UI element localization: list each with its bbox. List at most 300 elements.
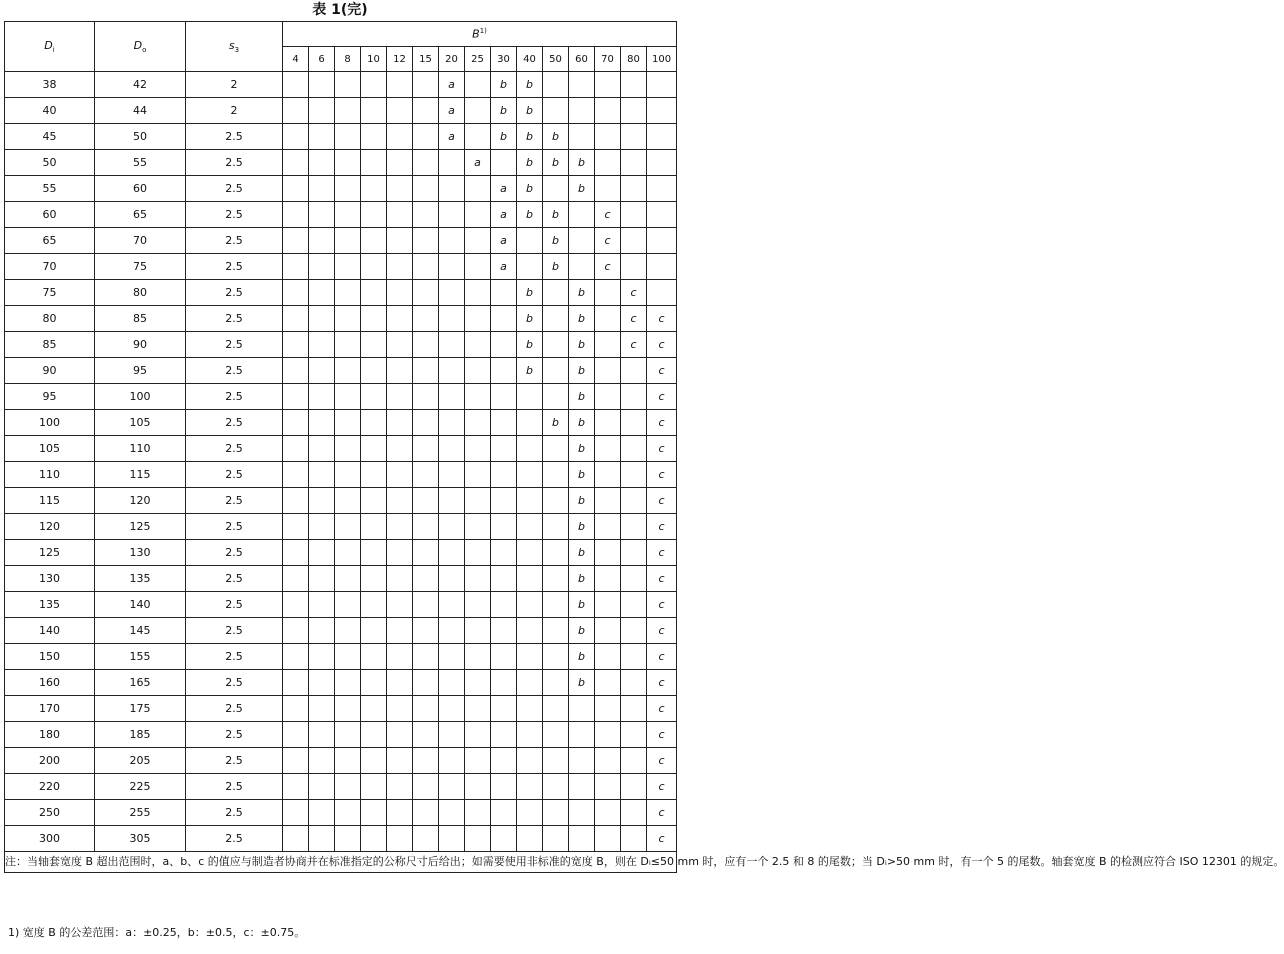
tolerance-cell (335, 384, 361, 410)
tolerance-cell (465, 332, 491, 358)
cell-do: 115 (95, 462, 186, 488)
tolerance-cell (569, 774, 595, 800)
tolerance-cell (465, 618, 491, 644)
tolerance-cell: c (595, 228, 621, 254)
cell-s3: 2 (186, 98, 283, 124)
tolerance-cell: b (569, 462, 595, 488)
tolerance-cell (387, 540, 413, 566)
tolerance-cell (569, 748, 595, 774)
tolerance-cell (387, 748, 413, 774)
tolerance-cell (335, 436, 361, 462)
tolerance-cell (309, 644, 335, 670)
table-row (5, 774, 677, 800)
tolerance-cell (465, 462, 491, 488)
cell-di: 45 (5, 124, 95, 150)
tolerance-cell (595, 618, 621, 644)
tolerance-cell (361, 644, 387, 670)
tolerance-cell: b (569, 280, 595, 306)
tolerance-cell (413, 202, 439, 228)
tolerance-cell (595, 410, 621, 436)
tolerance-cell (361, 332, 387, 358)
tolerance-cell: b (491, 72, 517, 98)
tolerance-cell (621, 540, 647, 566)
table-row (5, 150, 677, 176)
tolerance-cell (309, 436, 335, 462)
tolerance-cell (335, 826, 361, 852)
tolerance-cell: b (517, 202, 543, 228)
tolerance-cell: b (543, 202, 569, 228)
tolerance-cell (283, 228, 309, 254)
tolerance-cell (361, 670, 387, 696)
tolerance-cell (335, 306, 361, 332)
tolerance-cell (621, 592, 647, 618)
tolerance-cell (439, 384, 465, 410)
tolerance-cell (361, 696, 387, 722)
tolerance-cell (387, 774, 413, 800)
tolerance-cell (465, 514, 491, 540)
cell-di: 38 (5, 72, 95, 98)
tolerance-cell (309, 514, 335, 540)
tolerance-cell (335, 72, 361, 98)
tolerance-cell (569, 254, 595, 280)
tolerance-cell (439, 150, 465, 176)
tolerance-cell (569, 228, 595, 254)
tolerance-cell (309, 618, 335, 644)
cell-do: 255 (95, 800, 186, 826)
tolerance-cell (439, 436, 465, 462)
tolerance-cell (621, 436, 647, 462)
tolerance-cell (569, 722, 595, 748)
tolerance-cell (647, 254, 677, 280)
tolerance-cell (439, 280, 465, 306)
tolerance-cell (465, 124, 491, 150)
tolerance-cell (413, 410, 439, 436)
tolerance-cell (647, 228, 677, 254)
tolerance-cell (595, 462, 621, 488)
tolerance-cell: a (491, 228, 517, 254)
tolerance-cell (387, 358, 413, 384)
cell-di: 160 (5, 670, 95, 696)
tolerance-cell (335, 280, 361, 306)
tolerance-cell (569, 98, 595, 124)
tolerance-cell: b (569, 514, 595, 540)
tolerance-cell (335, 618, 361, 644)
tolerance-cell (309, 98, 335, 124)
tolerance-cell: b (569, 436, 595, 462)
width-header-cell: 10 (361, 47, 387, 72)
tolerance-cell (569, 72, 595, 98)
tolerance-cell (543, 332, 569, 358)
table-row (5, 826, 677, 852)
tolerance-cell (543, 826, 569, 852)
cell-do: 135 (95, 566, 186, 592)
tolerance-cell (361, 98, 387, 124)
table-row (5, 514, 677, 540)
tolerance-cell (283, 722, 309, 748)
tolerance-cell (517, 488, 543, 514)
tolerance-cell (439, 774, 465, 800)
table-row (5, 670, 677, 696)
tolerance-cell (413, 670, 439, 696)
tolerance-cell: b (517, 98, 543, 124)
tolerance-cell (283, 72, 309, 98)
cell-s3: 2.5 (186, 670, 283, 696)
tolerance-cell (595, 566, 621, 592)
cell-s3: 2.5 (186, 722, 283, 748)
tolerance-cell (309, 696, 335, 722)
tolerance-cell (309, 228, 335, 254)
cell-do: 100 (95, 384, 186, 410)
header-width-b: $B^{1)}$ (283, 22, 677, 47)
tolerance-cell (465, 254, 491, 280)
table-row (5, 436, 677, 462)
tolerance-cell (439, 696, 465, 722)
tolerance-cell (387, 332, 413, 358)
tolerance-cell (387, 800, 413, 826)
tolerance-cell (491, 748, 517, 774)
tolerance-cell (361, 254, 387, 280)
tolerance-cell: c (647, 462, 677, 488)
tolerance-cell (569, 826, 595, 852)
tolerance-cell (361, 72, 387, 98)
header-s3: $s_3$ (186, 22, 283, 72)
tolerance-cell (283, 410, 309, 436)
tolerance-cell: b (569, 540, 595, 566)
tolerance-cell (387, 696, 413, 722)
tolerance-cell (309, 280, 335, 306)
tolerance-cell: b (569, 618, 595, 644)
cell-do: 80 (95, 280, 186, 306)
tolerance-cell (621, 488, 647, 514)
tolerance-cell (335, 410, 361, 436)
table-row (5, 410, 677, 436)
cell-do: 165 (95, 670, 186, 696)
cell-s3: 2.5 (186, 800, 283, 826)
tolerance-cell (465, 280, 491, 306)
tolerance-cell (621, 566, 647, 592)
tolerance-cell (387, 228, 413, 254)
tolerance-cell (283, 254, 309, 280)
cell-di: 200 (5, 748, 95, 774)
tolerance-cell (309, 410, 335, 436)
tolerance-cell: c (647, 748, 677, 774)
tolerance-cell (621, 696, 647, 722)
tolerance-cell (465, 670, 491, 696)
tolerance-cell (621, 98, 647, 124)
tolerance-cell (335, 228, 361, 254)
footnote: 1) 宽度 B 的公差范围：a：±0.25，b：±0.5，c：±0.75。 (8, 926, 306, 939)
tolerance-cell: b (517, 332, 543, 358)
tolerance-cell (621, 826, 647, 852)
tolerance-cell (283, 826, 309, 852)
tolerance-cell (413, 644, 439, 670)
tolerance-cell (465, 722, 491, 748)
tolerance-cell (595, 748, 621, 774)
tolerance-cell (491, 514, 517, 540)
tolerance-cell (413, 618, 439, 644)
tolerance-cell (621, 150, 647, 176)
table-row (5, 202, 677, 228)
cell-s3: 2.5 (186, 306, 283, 332)
tolerance-cell (413, 72, 439, 98)
cell-di: 150 (5, 644, 95, 670)
cell-s3: 2.5 (186, 150, 283, 176)
cell-do: 130 (95, 540, 186, 566)
tolerance-cell (335, 358, 361, 384)
tolerance-cell (465, 592, 491, 618)
tolerance-cell (335, 150, 361, 176)
cell-do: 120 (95, 488, 186, 514)
tolerance-cell: b (517, 150, 543, 176)
tolerance-cell: c (647, 670, 677, 696)
tolerance-cell (621, 202, 647, 228)
tolerance-cell: c (647, 592, 677, 618)
tolerance-cell (413, 358, 439, 384)
tolerance-cell (543, 358, 569, 384)
tolerance-cell: c (647, 774, 677, 800)
tolerance-cell (413, 176, 439, 202)
tolerance-cell (465, 644, 491, 670)
tolerance-cell (595, 176, 621, 202)
cell-di: 105 (5, 436, 95, 462)
tolerance-cell (439, 462, 465, 488)
tolerance-cell (387, 670, 413, 696)
tolerance-cell (361, 410, 387, 436)
cell-s3: 2.5 (186, 358, 283, 384)
tolerance-cell (413, 592, 439, 618)
tolerance-cell (413, 228, 439, 254)
tolerance-cell: b (569, 644, 595, 670)
tolerance-cell: b (491, 124, 517, 150)
tolerance-cell (361, 124, 387, 150)
cell-di: 110 (5, 462, 95, 488)
tolerance-cell (387, 618, 413, 644)
tolerance-cell (283, 202, 309, 228)
tolerance-cell (387, 436, 413, 462)
tolerance-cell: c (647, 566, 677, 592)
tolerance-cell (283, 358, 309, 384)
tolerance-cell (361, 228, 387, 254)
tolerance-cell (413, 488, 439, 514)
cell-s3: 2.5 (186, 384, 283, 410)
table-row (5, 228, 677, 254)
table-body (5, 72, 677, 852)
tolerance-cell (361, 176, 387, 202)
tolerance-cell (595, 124, 621, 150)
table-row (5, 566, 677, 592)
tolerance-cell (309, 826, 335, 852)
tolerance-cell (543, 98, 569, 124)
tolerance-cell (439, 644, 465, 670)
cell-do: 155 (95, 644, 186, 670)
tolerance-cell (413, 540, 439, 566)
tolerance-cell (595, 150, 621, 176)
tolerance-cell (569, 202, 595, 228)
tolerance-cell (439, 332, 465, 358)
tolerance-cell (595, 332, 621, 358)
tolerance-cell (439, 306, 465, 332)
cell-do: 175 (95, 696, 186, 722)
tolerance-cell (361, 384, 387, 410)
tolerance-cell (361, 748, 387, 774)
table-row (5, 696, 677, 722)
tolerance-cell (543, 670, 569, 696)
tolerance-cell (647, 202, 677, 228)
tolerance-cell (465, 488, 491, 514)
tolerance-cell (465, 774, 491, 800)
tolerance-cell (361, 514, 387, 540)
tolerance-cell (335, 332, 361, 358)
tolerance-cell (439, 722, 465, 748)
tolerance-cell (335, 202, 361, 228)
tolerance-cell (543, 306, 569, 332)
tolerance-cell (621, 254, 647, 280)
cell-s3: 2.5 (186, 436, 283, 462)
cell-di: 130 (5, 566, 95, 592)
table-row (5, 644, 677, 670)
cell-s3: 2.5 (186, 488, 283, 514)
tolerance-cell (491, 540, 517, 566)
header-di: $D_i$ (5, 22, 95, 72)
tolerance-cell (387, 176, 413, 202)
tolerance-cell (465, 384, 491, 410)
tolerance-cell (517, 436, 543, 462)
tolerance-cell (335, 176, 361, 202)
header-do: $D_o$ (95, 22, 186, 72)
tolerance-cell (283, 488, 309, 514)
cell-do: 305 (95, 826, 186, 852)
tolerance-cell: a (439, 98, 465, 124)
tolerance-cell (491, 670, 517, 696)
table-row (5, 254, 677, 280)
tolerance-cell (439, 618, 465, 644)
tolerance-cell (387, 124, 413, 150)
tolerance-cell (647, 280, 677, 306)
table-row (5, 176, 677, 202)
tolerance-cell: c (647, 436, 677, 462)
tolerance-cell (361, 800, 387, 826)
width-header-cell: 6 (309, 47, 335, 72)
cell-s3: 2.5 (186, 826, 283, 852)
cell-di: 170 (5, 696, 95, 722)
tolerance-cell (309, 358, 335, 384)
width-header-cell: 25 (465, 47, 491, 72)
tolerance-cell: c (595, 202, 621, 228)
tolerance-cell (361, 540, 387, 566)
tolerance-cell: c (647, 644, 677, 670)
tolerance-cell (387, 722, 413, 748)
tolerance-cell (569, 800, 595, 826)
cell-do: 60 (95, 176, 186, 202)
tolerance-cell (387, 202, 413, 228)
tolerance-cell (595, 306, 621, 332)
tolerance-cell (387, 384, 413, 410)
tolerance-cell (309, 566, 335, 592)
tolerance-cell (595, 774, 621, 800)
tolerance-cell (309, 800, 335, 826)
tolerance-cell (647, 124, 677, 150)
tolerance-cell: b (569, 150, 595, 176)
tolerance-cell (309, 176, 335, 202)
tolerance-cell (595, 98, 621, 124)
tolerance-cell: b (569, 358, 595, 384)
table-row (5, 592, 677, 618)
tolerance-cell (517, 228, 543, 254)
tolerance-cell (387, 254, 413, 280)
tolerance-cell (595, 514, 621, 540)
tolerance-cell (413, 514, 439, 540)
table-row (5, 280, 677, 306)
cell-do: 50 (95, 124, 186, 150)
tolerance-cell (595, 800, 621, 826)
tolerance-cell (387, 306, 413, 332)
cell-do: 95 (95, 358, 186, 384)
tolerance-cell (335, 254, 361, 280)
tolerance-cell (647, 72, 677, 98)
tolerance-cell (309, 722, 335, 748)
tolerance-cell: b (517, 176, 543, 202)
tolerance-cell: b (569, 306, 595, 332)
tolerance-cell (309, 540, 335, 566)
tolerance-cell: b (569, 176, 595, 202)
cell-s3: 2.5 (186, 332, 283, 358)
cell-di: 60 (5, 202, 95, 228)
table-row (5, 722, 677, 748)
cell-di: 75 (5, 280, 95, 306)
tolerance-cell (517, 254, 543, 280)
width-header-cell: 40 (517, 47, 543, 72)
tolerance-cell (595, 384, 621, 410)
tolerance-cell (491, 280, 517, 306)
tolerance-cell (387, 592, 413, 618)
cell-do: 185 (95, 722, 186, 748)
table-row (5, 358, 677, 384)
tolerance-cell (491, 488, 517, 514)
tolerance-cell (283, 566, 309, 592)
tolerance-cell (335, 696, 361, 722)
tolerance-cell (595, 540, 621, 566)
tolerance-cell: a (439, 124, 465, 150)
tolerance-cell (361, 618, 387, 644)
tolerance-cell: b (569, 670, 595, 696)
tolerance-cell (595, 722, 621, 748)
cell-di: 85 (5, 332, 95, 358)
tolerance-cell (335, 98, 361, 124)
tolerance-cell (335, 670, 361, 696)
tolerance-cell (309, 332, 335, 358)
width-header-cell: 8 (335, 47, 361, 72)
tolerance-cell (465, 826, 491, 852)
cell-do: 70 (95, 228, 186, 254)
tolerance-cell (335, 462, 361, 488)
tolerance-cell: b (517, 124, 543, 150)
tolerance-cell (413, 98, 439, 124)
tolerance-cell (413, 722, 439, 748)
tolerance-cell (491, 150, 517, 176)
tolerance-cell (283, 332, 309, 358)
cell-s3: 2.5 (186, 644, 283, 670)
tolerance-cell: c (647, 800, 677, 826)
tolerance-cell: c (621, 306, 647, 332)
tolerance-cell (283, 306, 309, 332)
tolerance-cell (335, 644, 361, 670)
tolerance-cell: c (647, 410, 677, 436)
width-header-cell: 30 (491, 47, 517, 72)
cell-s3: 2.5 (186, 774, 283, 800)
tolerance-cell (465, 800, 491, 826)
tolerance-cell (361, 202, 387, 228)
cell-s3: 2.5 (186, 540, 283, 566)
